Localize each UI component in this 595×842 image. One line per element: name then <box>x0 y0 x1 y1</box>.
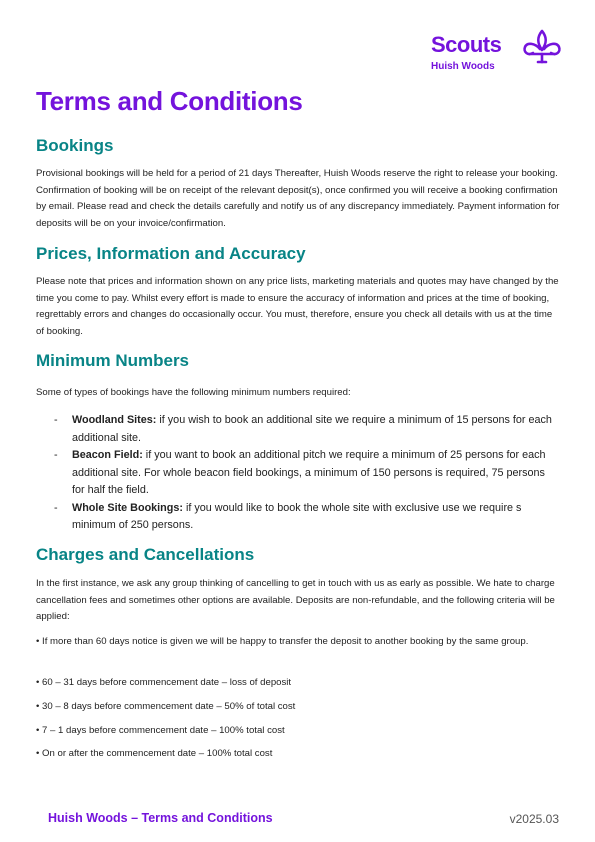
logo-wordmark: Scouts <box>431 32 502 57</box>
logo-subtitle: Huish Woods <box>431 61 495 72</box>
bookings-text: Provisional bookings will be held for a period of 21 days Thereafter, Huish Woods reserve the right to release your booking. Confirmation of booking will be on receipt of the relevant deposit(s), once confirmed you will receive a booking confirmation by email. Please read and check the details carefully and notify us of any discrepancy immediately. Payment information for deposits will be on your invoice/confirmation. <box>36 168 560 229</box>
list-item-text: if you would like to book the whole site with exclusive use we require s minimum of 250 persons. <box>72 501 522 531</box>
charges-bullet: • 30 – 8 days before commencement date – 50% of total cost <box>36 701 296 712</box>
footer-version: v2025.03 <box>509 812 559 826</box>
charges-text: In the first instance, we ask any group thinking of cancelling to get in touch with us as early as possible. We hate to charge cancellation fees and sometimes other options are available. Deposits are non-refundable, and the following criteria will be applied: <box>36 578 555 622</box>
list-item-text: if you wish to book an additional site we require a minimum of 15 persons for each additional site. <box>72 414 552 444</box>
section-heading-bookings: Bookings <box>36 136 114 155</box>
section-heading-minimum-numbers: Minimum Numbers <box>36 351 190 370</box>
list-item-label: Woodland Sites: <box>72 414 157 426</box>
list-item: - Beacon Field: if you want to book an additional pitch we require a minimum of 25 persons for each additional site. For whole beacon field bookings, a minimum of 150 persons is required, 75 persons for half the field. <box>54 449 546 496</box>
minimum-intro: Some of types of bookings have the following minimum numbers required: <box>36 387 351 398</box>
page-title: Terms and Conditions <box>36 86 303 116</box>
list-item: - Woodland Sites: if you wish to book an additional site we require a minimum of 15 persons for each additional site. <box>54 414 552 444</box>
charges-bullet: • If more than 60 days notice is given we will be happy to transfer the deposit to another booking by the same group. <box>36 636 529 647</box>
section-heading-prices: Prices, Information and Accuracy <box>36 244 306 263</box>
list-item-label: Whole Site Bookings: <box>72 501 183 514</box>
prices-text: Please note that prices and information shown on any price lists, marketing materials and quotes may have changed by the time you come to pay. Whilst every effort is made to ensure the accuracy of information and prices at the time of booking, regrettably errors and changes do occasionally occur. You must, therefore, ensure you check all details with us at the time of booking. <box>36 276 559 337</box>
footer-title: Huish Woods – Terms and Conditions <box>48 811 273 825</box>
charges-bullet: • On or after the commencement date – 100% total cost <box>36 748 273 759</box>
charges-bullet: • 7 – 1 days before commencement date – 100% total cost <box>36 725 285 736</box>
section-heading-charges: Charges and Cancellations <box>36 545 255 564</box>
fleur-de-lis-icon <box>522 28 562 68</box>
list-item-label: Beacon Field: <box>72 449 143 461</box>
list-item-text: if you want to book an additional pitch we require a minimum of 25 persons for each additional site. For whole beacon field bookings, a minimum of 150 persons is required, 75 persons for half the field. <box>72 449 546 496</box>
list-item: - Whole Site Bookings: if you would like to book the whole site with exclusive use we require s minimum of 250 persons. <box>54 501 522 531</box>
charges-bullet: • 60 – 31 days before commencement date – loss of deposit <box>36 677 292 688</box>
minimum-numbers-list <box>36 412 560 535</box>
scouts-logo <box>430 28 565 78</box>
